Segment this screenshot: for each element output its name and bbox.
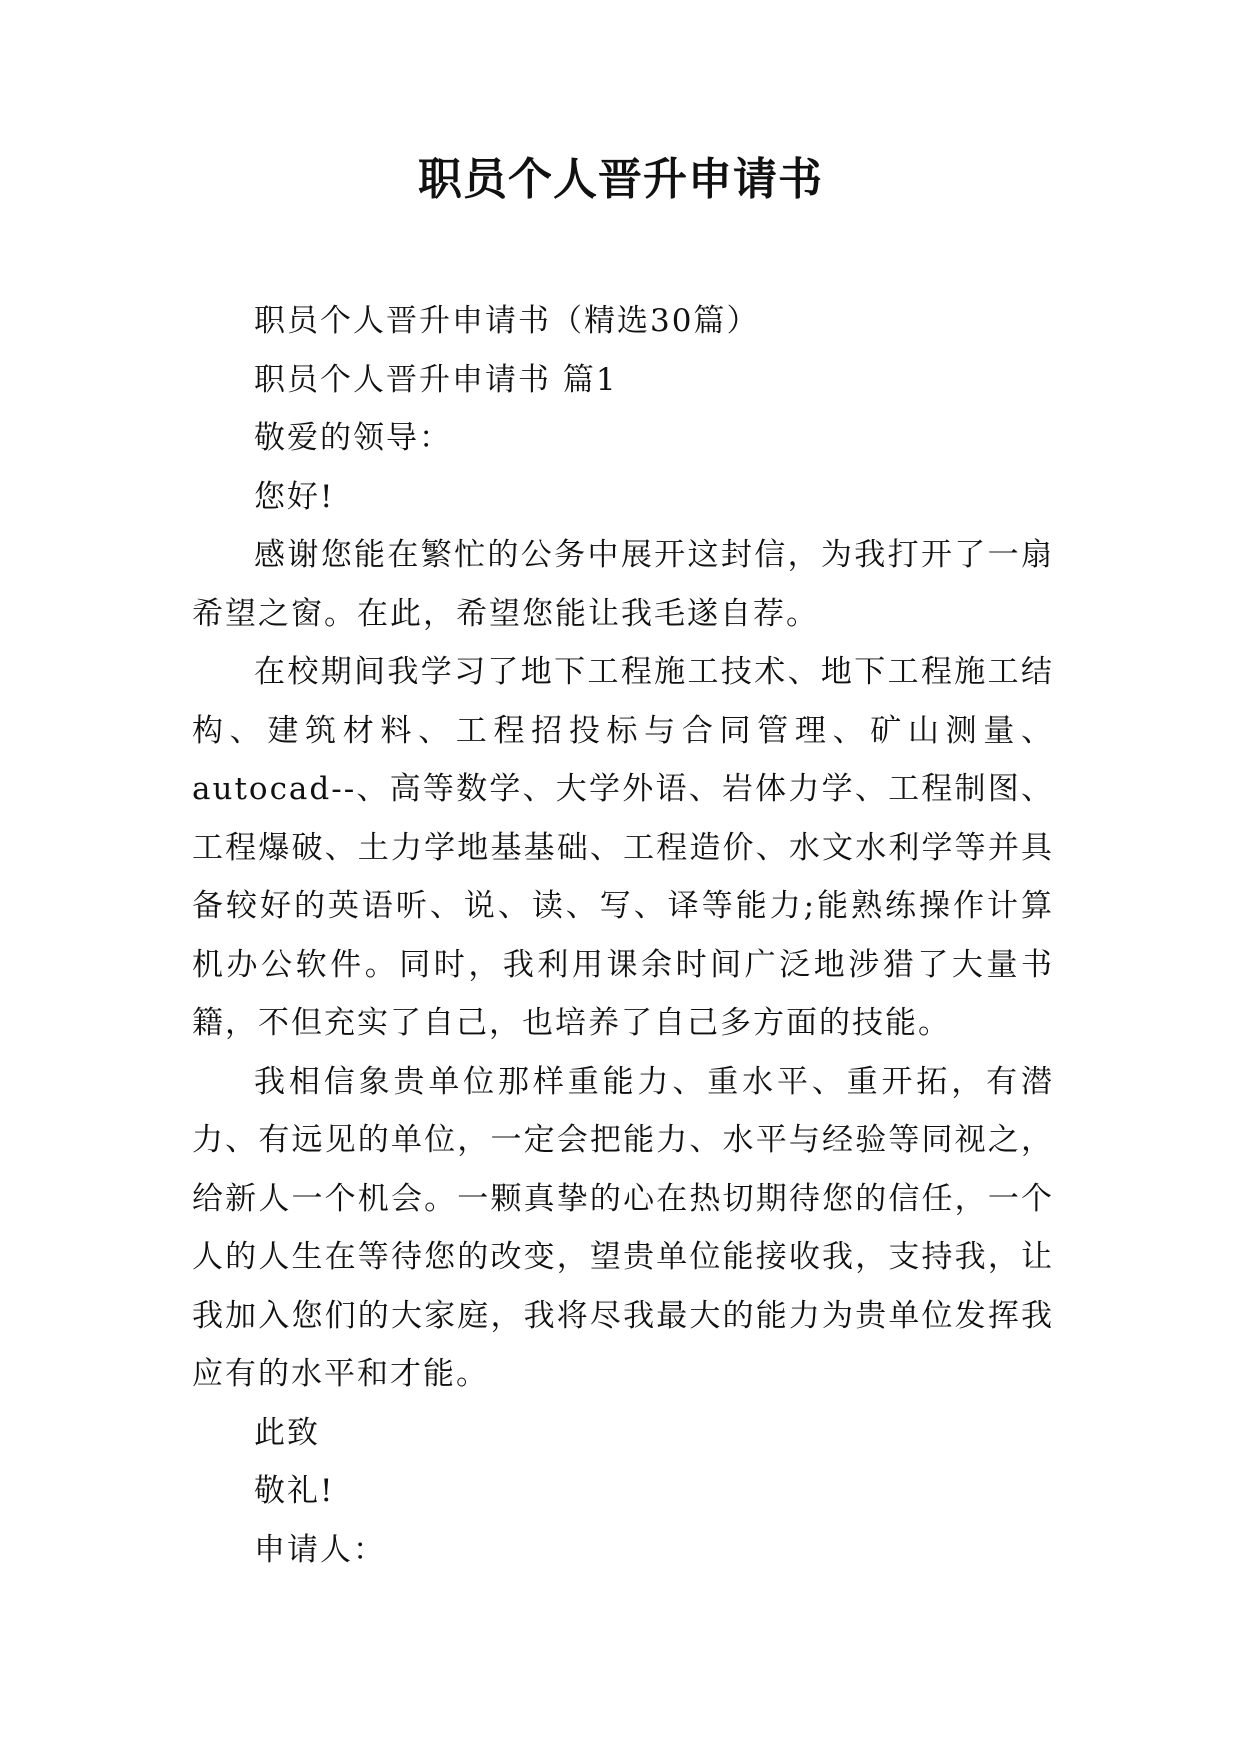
section-heading: 职员个人晋升申请书 篇1 [254, 361, 618, 398]
document-body [192, 292, 1054, 1579]
paragraph-3: 我相信象贵单位那样重能力、重水平、重开拓，有潜力、有远见的单位，一定会把能力、水平与经验等同视之，给新人一个机会。一颗真挚的心在热切期待您的信任，一个人的人生在等待您的改变，望贵单位能接收我，支持我，让我加入您们的大家庭，我将尽我最大的能力为贵单位发挥我应有的水平和才能。 [192, 1063, 1054, 1392]
closing-line-2: 敬礼! [254, 1473, 335, 1509]
paragraph-2: 在校期间我学习了地下工程施工技术、地下工程施工结构、建筑材料、工程招投标与合同管理、矿山测量、autocad--、高等数学、大学外语、岩体力学、工程制图、工程爆破、土力学地基基础、工程造价、水文水利学等并具备较好的英语听、说、读、写、译等能力;能熟练操作计算机办公软件。同时，我利用课余时间广泛地涉猎了大量书籍，不但充实了自己，也培养了自己多方面的技能。 [192, 654, 1054, 1041]
salutation: 敬爱的领导： [254, 420, 452, 456]
document-title: 职员个人晋升申请书 [418, 154, 823, 205]
greeting: 您好! [254, 478, 335, 515]
closing-line-1: 此致 [254, 1414, 320, 1451]
subtitle-line: 职员个人晋升申请书（精选30篇） [254, 303, 760, 339]
signature-label: 申请人： [254, 1531, 386, 1568]
paragraph-1: 感谢您能在繁忙的公务中展开这封信，为我打开了一扇希望之窗。在此，希望您能让我毛遂自荐。 [192, 537, 1054, 632]
